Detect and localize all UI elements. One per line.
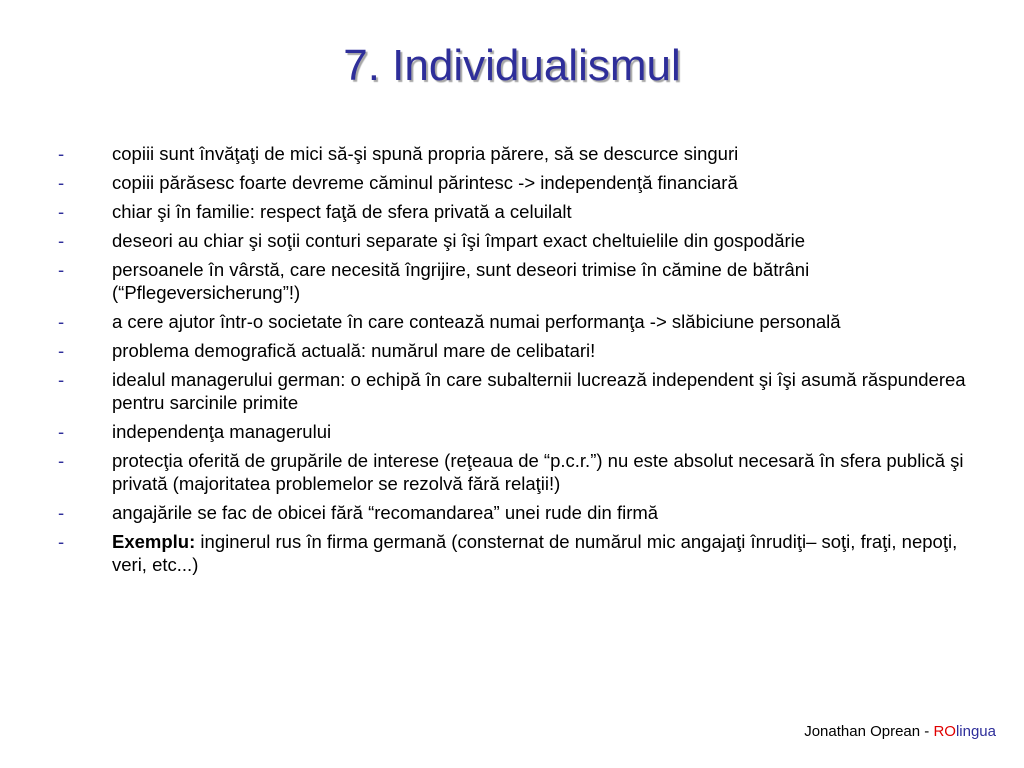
footer-brand-lingua: lingua — [955, 723, 996, 740]
bullet-text-example — [112, 530, 968, 576]
bullet-dash: - — [58, 450, 65, 471]
list-item — [58, 530, 968, 576]
list-item — [58, 171, 968, 194]
bullet-text: chiar şi în familie: respect faţă de sfera privată a celuilalt — [112, 201, 572, 222]
list-item — [58, 449, 968, 495]
bullet-text: idealul managerului german: o echipă în care subalternii lucrează independent şi îşi asumă răspunderea pentru sarcinile primite — [112, 369, 966, 413]
list-item — [58, 229, 968, 252]
bullet-text: deseori au chiar şi soţii conturi separate şi îşi împart exact cheltuielile din gospodărie — [112, 230, 806, 251]
bullet-list — [58, 142, 968, 582]
footer-brand-ro: RO — [933, 723, 956, 740]
list-item — [58, 368, 968, 414]
list-item — [58, 339, 968, 362]
list-item — [58, 258, 968, 304]
list-item — [58, 142, 968, 165]
example-label: Exemplu: — [112, 531, 196, 552]
bullet-dash: - — [58, 259, 65, 280]
bullet-text: copiii sunt învăţaţi de mici să-şi spună propria părere, să se descurce singuri — [112, 143, 739, 164]
bullet-text: angajările se fac de obicei fără “recomandarea” unei rude din firmă — [112, 502, 659, 523]
bullet-dash: - — [58, 201, 65, 222]
bullet-dash: - — [58, 143, 65, 164]
bullet-text: independenţa managerului — [112, 421, 332, 442]
slide-title: 7. Individualismul — [343, 41, 681, 90]
bullet-dash: - — [58, 421, 65, 442]
bullet-text: persoanele în vârstă, care necesită îngrijire, sunt deseori trimise în cămine de bătrâni (“Pflegeversicherung”!) — [112, 259, 810, 303]
bullet-dash: - — [58, 340, 65, 361]
example-text: inginerul rus în firma germană (consternat de numărul mic angajaţi înrudiţi– soţi, fraţi, nepoţi, veri, etc...) — [112, 531, 958, 575]
list-item — [58, 200, 968, 223]
list-item — [58, 420, 968, 443]
footer-author: Jonathan Oprean - — [804, 723, 934, 740]
list-item — [58, 501, 968, 524]
bullet-dash: - — [58, 369, 65, 390]
list-item — [58, 310, 968, 333]
bullet-text: a cere ajutor într-o societate în care contează numai performanţa -> slăbiciune personală — [112, 311, 841, 332]
bullet-dash: - — [58, 172, 65, 193]
footer-credit — [804, 722, 996, 742]
bullet-text: problema demografică actuală: numărul mare de celibatari! — [112, 340, 596, 361]
bullet-dash: - — [58, 502, 65, 523]
bullet-text: protecţia oferită de grupările de interese (reţeaua de “p.c.r.”) nu este absolut necesară în sfera publică şi privată (majoritatea problemelor se rezolvă fără relaţii!) — [112, 450, 964, 494]
bullet-dash: - — [58, 531, 65, 552]
bullet-text: copiii părăsesc foarte devreme căminul părintesc -> independenţă financiară — [112, 172, 738, 193]
bullet-dash: - — [58, 311, 65, 332]
bullet-dash: - — [58, 230, 65, 251]
